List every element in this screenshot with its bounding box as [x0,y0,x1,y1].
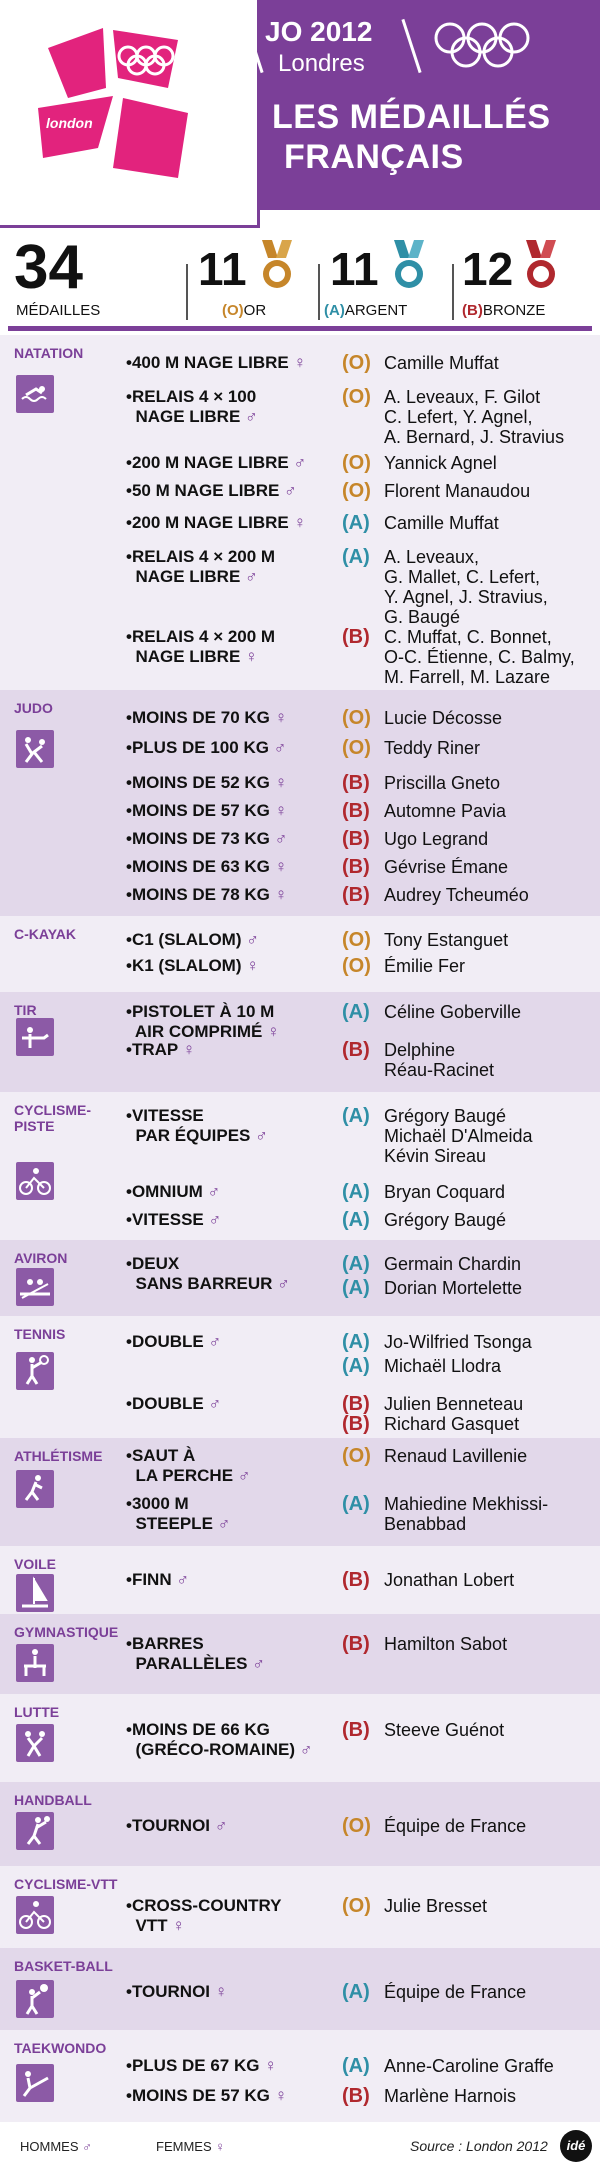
gold-count: 11 [198,243,247,295]
silver-label [324,302,407,319]
bronze-count: 12 [462,243,514,295]
event-label: •MOINS DE 70 KG [126,708,270,727]
athlete-name: Marlène Harnois [384,2086,517,2106]
section-athletisme [0,1438,600,1546]
male-icon: ♂ [269,829,288,848]
medal-code: (B) [342,828,370,850]
event-label: •FINN [126,1570,172,1589]
event-name [126,1982,228,2002]
male-icon: ♂ [202,1182,221,1201]
svg-text:london: london [46,115,93,131]
event-name [126,1040,195,1060]
page-subtitle: FRANÇAIS [284,138,464,176]
event-name [126,801,287,821]
event-label: •PLUS DE 67 KG [126,2056,260,2075]
female-icon: ♀ [269,857,288,876]
voile-sport-icon [16,1574,54,1612]
london-2012-logo [0,0,260,228]
athlete-name: Richard Gasquet [384,1414,520,1434]
event-label: •MOINS DE 66 KG (GRÉCO-ROMAINE) [126,1720,296,1759]
judo-sport-icon [16,730,54,768]
medal-code: (B) [342,626,370,648]
medal-code: (B) [342,1393,370,1415]
gold-label-text: OR [243,302,267,319]
women-label: FEMMES [156,2139,212,2154]
gym-sport-icon [16,1644,54,1682]
athlete-name: Julien Benneteau [384,1394,524,1414]
male-icon: ♂ [240,567,258,586]
section-lutte [0,1694,600,1782]
event-label: •SAUT À LA PERCHE [126,1446,234,1485]
athlete-name: Anne-Caroline Graffe [384,2056,554,2076]
medal-code: (O) [342,480,371,502]
silver-label-text: ARGENT [344,302,408,319]
footer [0,2122,600,2172]
medal-code: (B) [342,1569,370,1591]
sport-name: HANDBALL [14,1792,92,1808]
handball-sport-icon [16,1812,54,1850]
female-icon: ♀ [269,773,288,792]
medal-code: (O) [342,955,371,977]
athlete-name: Jonathan Lobert [384,1570,515,1590]
athlete-name: Germain Chardin [384,1254,522,1274]
event-label: •VITESSE PAR ÉQUIPES [126,1106,251,1145]
female-icon: ♀ [262,1022,280,1041]
female-icon: ♀ [241,956,259,975]
medal-code: (B) [342,1413,370,1435]
athlete-name: Bryan Coquard [384,1182,506,1202]
event-label: •200 M NAGE LIBRE [126,453,289,472]
male-icon: ♂ [171,1570,190,1589]
medal-code: (B) [342,856,370,878]
section-basket [0,1948,600,2030]
total-medals: 34 [14,233,83,302]
athlete-name: Gévrise Émane [384,857,509,877]
section-aviron [0,1240,600,1316]
female-icon: ♀ [210,1982,228,2001]
medal-code: (O) [342,386,371,408]
event-name [126,547,275,587]
event-label: •400 M NAGE LIBRE [126,353,289,372]
sport-name: BASKET-BALL [14,1958,113,1974]
cyclisme_piste-sport-icon [16,1162,54,1200]
section-tennis [0,1316,600,1438]
event-label: •DEUX SANS BARREUR [126,1254,273,1293]
bronze-label [462,302,545,319]
event-label: •RELAIS 4 × 200 M NAGE LIBRE [126,627,276,666]
medal-code: (B) [342,2085,370,2107]
medal-code: (A) [342,1493,370,1515]
event-label: •RELAIS 4 × 200 M NAGE LIBRE [126,547,276,586]
event-label: •TOURNOI [126,1982,211,2001]
medal-code: (A) [342,1209,370,1231]
event-name [126,885,287,905]
medal-code: (O) [342,452,371,474]
event-label: •200 M NAGE LIBRE [126,513,289,532]
women-legend [156,2139,225,2154]
male-icon: ♂ [268,738,287,757]
event-name [126,1896,282,1936]
event-label: •MOINS DE 57 KG [126,801,270,820]
medal-code: (B) [342,800,370,822]
male-icon: ♂ [82,2139,92,2154]
event-label: •BARRES PARALLÈLES [126,1634,248,1673]
male-icon: ♂ [203,1332,222,1351]
female-icon: ♀ [269,2086,288,2105]
sport-name: VOILE [14,1556,57,1572]
lutte-sport-icon [16,1724,54,1762]
medal-code: (A) [342,2055,370,2077]
event-name [126,738,286,758]
tennis-sport-icon [16,1352,54,1390]
athlete-name: C. Muffat, C. Bonnet, O-C. Étienne, C. Balmy, M. Farrell, M. Lazare [384,627,575,687]
female-icon: ♀ [240,647,258,666]
event-label: •VITESSE [126,1210,204,1229]
sport-name: TIR [14,1002,37,1018]
event-name [126,2086,287,2106]
event-city: Londres [278,50,365,77]
athlete-name: Audrey Tcheuméo [384,885,529,905]
medal-code: (O) [342,707,371,729]
event-name [126,1634,265,1674]
athlete-name: Yannick Agnel [384,453,497,473]
sport-name: TENNIS [14,1326,66,1342]
athlete-name: Florent Manaudou [384,481,531,501]
page-title: LES MÉDAILLÉS [272,98,551,136]
event-name [126,1394,221,1414]
event-name [126,627,275,667]
section-ckayak [0,916,600,992]
sport-name: C-KAYAK [14,926,76,942]
event-name [126,1254,290,1294]
silver-medal-icon [390,240,428,294]
male-icon: ♂ [272,1274,290,1293]
event-label: •CROSS-COUNTRY VTT [126,1896,282,1935]
aviron-sport-icon [16,1268,54,1306]
medal-code: (A) [342,1253,370,1275]
male-icon: ♂ [279,481,297,500]
male-icon: ♂ [233,1466,251,1485]
bronze-label-text: BRONZE [482,302,546,319]
event-name [126,453,306,473]
event-name [126,2056,277,2076]
event-label: •50 M NAGE LIBRE [126,481,280,500]
divider [452,264,454,320]
section-tir [0,992,600,1092]
event-label: •PISTOLET À 10 M AIR COMPRIMÉ [126,1002,275,1041]
bronze-code: (B) [462,302,483,319]
event-label: •MOINS DE 78 KG [126,885,270,904]
athlete-name: Steeve Guénot [384,1720,505,1740]
source-credit: Source : London 2012 [410,2138,548,2154]
athlete-name: A. Leveaux, F. Gilot C. Lefert, Y. Agnel, A. Bernard, J. Stravius [384,387,565,447]
event-label: •TOURNOI [126,1816,211,1835]
event-label: •C1 (SLALOM) [126,930,242,949]
vtt-sport-icon [16,1896,54,1934]
athlete-name: Camille Muffat [384,353,499,373]
event-name [126,353,306,373]
event-name [126,773,287,793]
event-title: JO 2012 [265,16,373,47]
event-name [126,708,287,728]
event-name [126,513,306,533]
divider [186,264,188,320]
event-name [126,1106,268,1146]
event-label: •OMNIUM [126,1182,203,1201]
athlete-name: Ugo Legrand [384,829,489,849]
athlete-name: Jo-Wilfried Tsonga [384,1332,532,1352]
male-icon: ♂ [247,1654,266,1673]
female-icon: ♀ [288,513,307,532]
event-name [126,1816,228,1836]
total-medals-label: MÉDAILLES [16,302,101,319]
medal-code: (A) [342,1001,370,1023]
medal-totals [0,228,600,328]
athlete-name: Hamilton Sabot [384,1634,508,1654]
event-label: •3000 M STEEPLE [126,1494,213,1533]
olympic-rings-icon [432,20,532,70]
section-vtt [0,1866,600,1948]
medal-code: (A) [342,1105,370,1127]
silver-code: (A) [324,302,345,319]
medal-code: (O) [342,1815,371,1837]
event-name [126,857,287,877]
athlete-name: A. Leveaux, G. Mallet, C. Lefert, Y. Agnel, J. Stravius, G. Baugé [384,547,548,627]
athlete-name: Renaud Lavillenie [384,1446,528,1466]
medal-code: (B) [342,1719,370,1741]
male-icon: ♂ [203,1394,222,1413]
athlete-name: Tony Estanguet [384,930,509,950]
medal-code: (A) [342,1181,370,1203]
athlete-name: Camille Muffat [384,513,499,533]
event-name [126,1446,251,1486]
athlete-name: Priscilla Gneto [384,773,501,793]
event-label: •RELAIS 4 × 100 NAGE LIBRE [126,387,257,426]
sport-name: GYMNASTIQUE [14,1624,119,1640]
header [0,0,600,228]
section-handball [0,1782,600,1866]
taekwondo-sport-icon [16,2064,54,2102]
athlete-name: Automne Pavia [384,801,507,821]
event-label: •PLUS DE 100 KG [126,738,269,757]
female-icon: ♀ [215,2139,225,2154]
tir-sport-icon [16,1018,54,1056]
female-icon: ♀ [167,1916,186,1935]
medal-code: (A) [342,1355,370,1377]
sport-name: NATATION [14,345,84,361]
male-icon: ♂ [203,1210,222,1229]
athlete-name: Grégory Baugé Michaël D'Almeida Kévin Sireau [384,1106,533,1166]
medal-code: (B) [342,884,370,906]
female-icon: ♀ [177,1040,196,1059]
medal-code: (A) [342,1981,370,2003]
natation-sport-icon [16,375,54,413]
male-icon: ♂ [210,1816,228,1835]
event-name [126,387,258,427]
athlete-name: Lucie Décosse [384,708,503,728]
event-label: •TRAP [126,1040,178,1059]
section-judo [0,690,600,916]
silver-count: 11 [330,243,379,295]
sport-name: JUDO [14,700,53,716]
event-name [126,481,297,501]
section-voile [0,1546,600,1614]
male-icon: ♂ [250,1126,268,1145]
section-taekwondo [0,2030,600,2122]
athlete-name: Michaël Llodra [384,1356,502,1376]
event-label: •DOUBLE [126,1394,204,1413]
medal-code: (B) [342,1633,370,1655]
event-name [126,956,259,976]
medal-code: (A) [342,1277,370,1299]
male-icon: ♂ [212,1514,231,1533]
divider [8,326,592,331]
female-icon: ♀ [288,353,307,372]
medal-code: (B) [342,1039,370,1061]
event-name [126,930,259,950]
medal-code: (O) [342,737,371,759]
london-2012-logo-icon [28,18,198,188]
medal-code: (O) [342,352,371,374]
male-icon: ♂ [240,407,258,426]
medal-code: (O) [342,929,371,951]
men-label: HOMMES [20,2139,79,2154]
athlete-name: Mahiedine Mekhissi- Benabbad [384,1494,549,1534]
gold-label [222,302,266,319]
athlete-name: Julie Bresset [384,1896,488,1916]
event-name [126,1210,221,1230]
athletisme-sport-icon [16,1470,54,1508]
female-icon: ♀ [269,801,288,820]
event-label: •MOINS DE 52 KG [126,773,270,792]
basket-sport-icon [16,1980,54,2018]
gold-medal-icon [258,240,296,294]
event-label: •MOINS DE 63 KG [126,857,270,876]
athlete-name: Émilie Fer [384,956,466,976]
event-label: •MOINS DE 73 KG [126,829,270,848]
athlete-name: Équipe de France [384,1816,527,1836]
event-name [126,1182,220,1202]
sport-name: ATHLÉTISME [14,1448,103,1464]
medal-code: (A) [342,546,370,568]
event-name [126,1570,189,1590]
female-icon: ♀ [259,2056,277,2075]
male-icon: ♂ [295,1740,313,1759]
section-cyclisme_piste [0,1092,600,1240]
medal-code: (A) [342,1331,370,1353]
medal-code: (O) [342,1895,371,1917]
athlete-name: Dorian Mortelette [384,1278,523,1298]
athlete-name: Équipe de France [384,1982,527,2002]
event-label: •K1 (SLALOM) [126,956,242,975]
sport-name: CYCLISME- PISTE [14,1102,91,1134]
sport-name: CYCLISME-VTT [14,1876,118,1892]
event-name [126,829,287,849]
bronze-medal-icon [522,240,560,294]
event-name [126,1332,221,1352]
event-label: •DOUBLE [126,1332,204,1351]
men-legend [20,2139,92,2154]
female-icon: ♀ [269,708,288,727]
athlete-name: Delphine Réau-Racinet [384,1040,495,1080]
event-name [126,1002,280,1042]
event-name [126,1494,230,1534]
athlete-name: Teddy Riner [384,738,481,758]
female-icon: ♀ [269,885,288,904]
section-natation [0,335,600,690]
sport-name: LUTTE [14,1704,60,1720]
agency-logo: idé [560,2130,592,2162]
divider [318,264,320,320]
athlete-name: Céline Goberville [384,1002,522,1022]
athlete-name: Grégory Baugé [384,1210,507,1230]
male-icon: ♂ [241,930,259,949]
medal-code: (A) [342,512,370,534]
event-label: •MOINS DE 57 KG [126,2086,270,2105]
sport-name: AVIRON [14,1250,68,1266]
event-name [126,1720,313,1760]
sport-name: TAEKWONDO [14,2040,107,2056]
section-gym [0,1614,600,1694]
medal-code: (O) [342,1445,371,1467]
gold-code: (O) [222,302,244,319]
male-icon: ♂ [288,453,307,472]
medal-code: (B) [342,772,370,794]
